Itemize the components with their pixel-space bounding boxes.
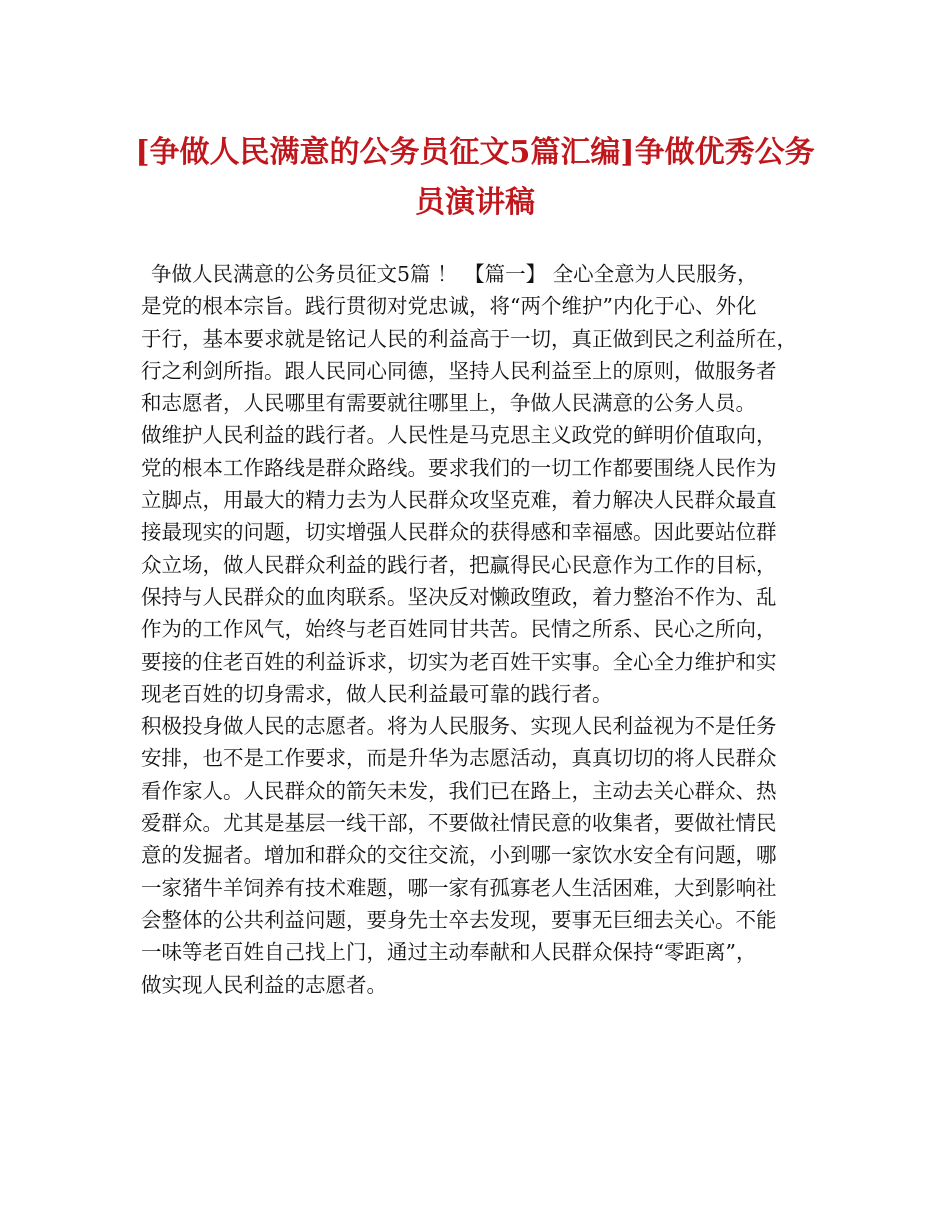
- body-line: 作为的工作风气，始终与老百姓同甘共苦。民情之所系、民心之所向，: [141, 617, 777, 642]
- body-line: 接最现实的问题，切实增强人民群众的获得感和幸福感。因此要站位群: [141, 520, 777, 545]
- body-line: 一家猪牛羊饲养有技术难题，哪一家有孤寡老人生活困难，大到影响社: [141, 875, 777, 900]
- body-line: 意的发掘者。增加和群众的交往交流，小到哪一家饮水安全有问题，哪: [141, 843, 777, 868]
- body-line: 立脚点，用最大的精力去为人民群众攻坚克难，着力解决人民群众最直: [141, 488, 777, 513]
- body-line: 现老百姓的切身需求，做人民利益最可靠的践行者。: [141, 681, 613, 706]
- body-line: 保持与人民群众的血肉联系。坚决反对懒政堕政，着力整治不作为、乱: [141, 584, 777, 609]
- document-body: [141, 258, 841, 1001]
- body-line: 于行，基本要求就是铭记人民的利益高于一切，真正做到民之利益所在，: [141, 326, 797, 351]
- body-line: 积极投身做人民的志愿者。将为人民服务、实现人民利益视为不是任务: [141, 714, 777, 739]
- body-line: 众立场，做人民群众利益的践行者，把赢得民心民意作为工作的目标，: [141, 552, 777, 577]
- body-line: 一味等老百姓自己找上门，通过主动奉献和人民群众保持“零距离”，: [141, 940, 757, 965]
- body-line: 会整体的公共利益问题，要身先士卒去发现，要事无巨细去关心。不能: [141, 907, 777, 932]
- body-line: 是党的根本宗旨。践行贯彻对党忠诚，将“两个维护”内化于心、外化: [141, 294, 757, 319]
- body-line: 爱群众。尤其是基层一线干部，不要做社情民意的收集者，要做社情民: [141, 811, 777, 836]
- body-line: 行之利剑所指。跟人民同心同德，坚持人民利益至上的原则，做服务者: [141, 358, 777, 383]
- body-line: 做维护人民利益的践行者。人民性是马克思主义政党的鲜明价值取向，: [141, 423, 777, 448]
- document-title: [0, 128, 950, 228]
- body-line: 要接的住老百姓的利益诉求，切实为老百姓干实事。全心全力维护和实: [141, 649, 777, 674]
- body-line: 和志愿者，人民哪里有需要就往哪里上，争做人民满意的公务人员。: [141, 391, 756, 416]
- title-line: [争做人民满意的公务员征文5篇汇编]争做优秀公务: [135, 135, 815, 170]
- body-line: 党的根本工作路线是群众路线。要求我们的一切工作都要围绕人民作为: [141, 455, 777, 480]
- body-line: 看作家人。人民群众的箭矢未发，我们已在路上，主动去关心群众、热: [141, 778, 777, 803]
- body-line: 做实现人民利益的志愿者。: [141, 972, 387, 997]
- title-line: 员演讲稿: [415, 185, 535, 220]
- body-line: 争做人民满意的公务员征文5篇 ！ 【篇一】 全心全意为人民服务，: [151, 262, 758, 286]
- body-line: 安排，也不是工作要求，而是升华为志愿活动，真真切切的将人民群众: [141, 746, 777, 771]
